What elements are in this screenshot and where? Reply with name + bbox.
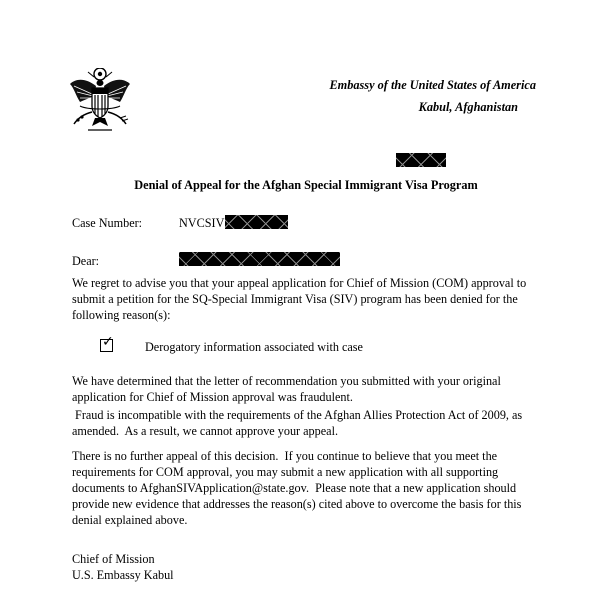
redacted-case-number [225, 215, 288, 229]
case-number-label: Case Number: [72, 216, 143, 230]
checkmark-icon: ✓ [102, 334, 114, 350]
redacted-recipient-name [179, 252, 340, 266]
salutation: Dear: [72, 254, 100, 268]
determination-paragraph: We have determined that the letter of recommendation you submitted with your original application for Chief of Mission approval was fraudulent. [72, 374, 501, 404]
signature-organization: U.S. Embassy Kabul [72, 568, 174, 582]
embassy-name: Embassy of the United States of America [329, 78, 536, 92]
case-number-value [179, 215, 288, 231]
checkbox-icon [100, 334, 114, 352]
no-further-appeal-paragraph: There is no further appeal of this decision. If you continue to believe that you meet the requirements for COM approval, you may submit a new application with all supporting documents to AfghanSIVApplication@state.gov. Please note that a new application should provide new evidence that addresses the reason(s) cited above to overcome the basis for this denial explained above. [72, 449, 525, 527]
letter-title: Denial of Appeal for the Afghan Special Immigrant Visa Program [134, 178, 478, 192]
denial-reason-text: Derogatory information associated with case [145, 340, 363, 354]
signature-title: Chief of Mission [72, 552, 155, 566]
great-seal-icon [68, 68, 132, 136]
embassy-city: Kabul, Afghanistan [418, 100, 518, 114]
fraud-paragraph: Fraud is incompatible with the requirements of the Afghan Allies Protection Act of 2009, as amended. As a result, we cannot approve your appeal. [72, 408, 526, 438]
redacted-date [396, 153, 446, 167]
denial-reason-item [100, 334, 363, 355]
case-number-prefix: NVCSIV [179, 216, 225, 230]
intro-paragraph: We regret to advise you that your appeal application for Chief of Mission (COM) approval to submit a petition for the SQ-Special Immigrant Visa (SIV) program has been denied for the following reason(s): [72, 276, 527, 322]
